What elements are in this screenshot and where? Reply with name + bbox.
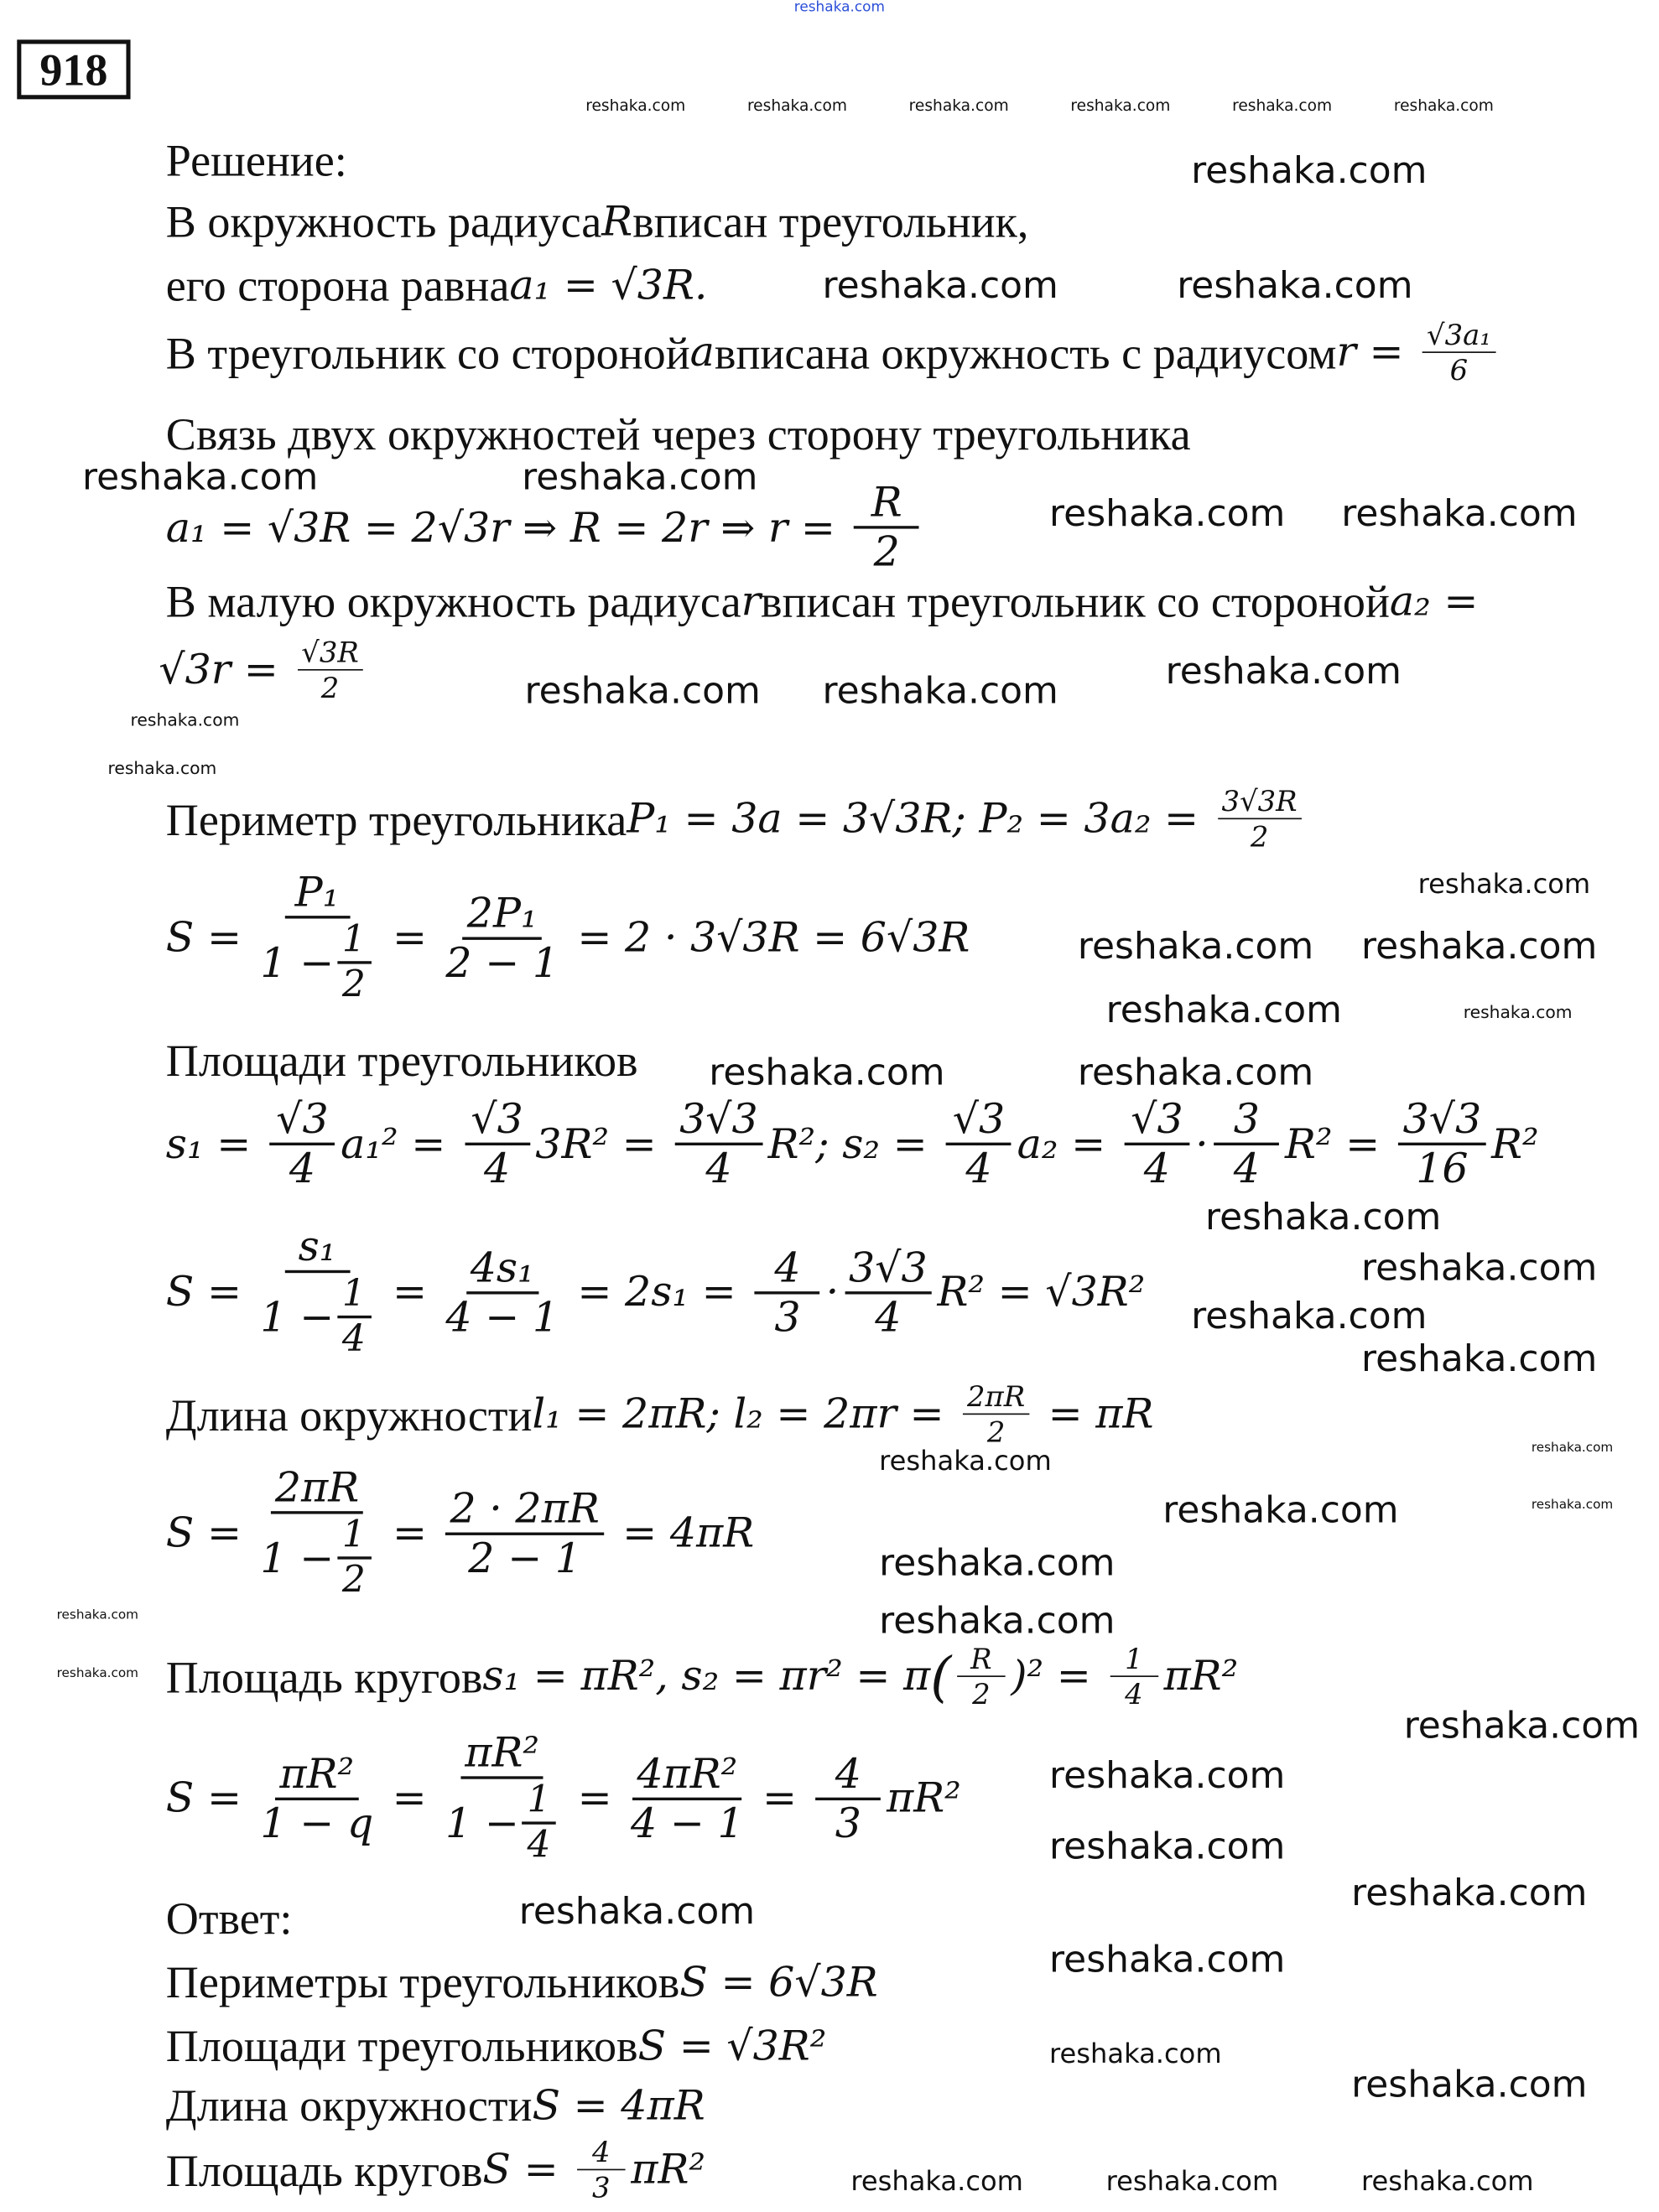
math: ( [930, 1644, 952, 1708]
watermark: reshaka.com [1049, 1939, 1286, 1982]
fraction [577, 2135, 625, 2204]
fraction [755, 1242, 820, 1341]
line-10 [165, 1035, 638, 1086]
numerator: 4 [577, 2137, 625, 2170]
math: S = √3R² [637, 2020, 827, 2069]
line-4 [165, 408, 1191, 460]
denominator [445, 1778, 559, 1867]
watermark: reshaka.com [1105, 2166, 1279, 2198]
fraction [445, 1242, 559, 1341]
watermark: reshaka.com [1191, 150, 1428, 193]
denominator: 4 [965, 1144, 992, 1192]
fraction [270, 1094, 335, 1192]
numerator: √3 [465, 1098, 530, 1145]
line-3 [165, 317, 1501, 387]
text: Периметры треугольников [165, 1956, 680, 2007]
math: a₁ = √3R. [509, 260, 708, 309]
text: вписан треугольник, [632, 195, 1029, 247]
watermark: reshaka.com [1417, 869, 1591, 901]
numerator: 4 [815, 1752, 881, 1799]
watermark: reshaka.com [879, 1600, 1116, 1643]
watermark: reshaka.com [522, 456, 758, 500]
math: R² [1491, 1119, 1539, 1168]
math: R² = √3R² [937, 1267, 1146, 1316]
math: 1 − [260, 1533, 335, 1581]
watermark: reshaka.com [1049, 493, 1286, 537]
fraction [337, 1273, 372, 1361]
answer-2 [165, 2020, 827, 2071]
math: s₁ = πR², s₂ = πr² = π [482, 1651, 931, 1701]
numerator: 4πR² [632, 1752, 741, 1799]
watermark: reshaka.com [1162, 1489, 1399, 1533]
math: = 4πR [609, 1508, 755, 1557]
denominator [260, 918, 373, 1007]
text: Решение: [165, 134, 347, 186]
denominator: 2 [873, 527, 900, 576]
watermark: reshaka.com [850, 2166, 1023, 2198]
fraction [1125, 1094, 1190, 1192]
watermark: reshaka.com [1049, 2038, 1222, 2070]
math: a₂ = [1017, 1119, 1119, 1168]
text: Площади треугольников [165, 1035, 638, 1086]
line-14 [165, 1462, 755, 1602]
denominator [260, 1273, 373, 1361]
watermark: reshaka.com [82, 456, 319, 500]
math: = [749, 1773, 810, 1822]
math: √3r = [159, 645, 292, 693]
math: πR² [631, 2144, 706, 2194]
text: В малую окружность радиуса [165, 575, 741, 627]
math: R²; s₂ = [767, 1119, 941, 1168]
numerator: 2 · 2πR [445, 1488, 603, 1534]
line-8 [165, 783, 1308, 854]
solution-label [165, 134, 347, 186]
watermark: reshaka.com [107, 758, 217, 779]
fraction [337, 918, 372, 1007]
text: его сторона равна [165, 259, 510, 311]
denominator: 2 [341, 963, 366, 1007]
watermark: reshaka.com [1077, 1051, 1314, 1095]
fraction [957, 1641, 1005, 1711]
watermark: reshaka.com [793, 0, 885, 16]
text: В треугольник со стороной [165, 326, 690, 378]
math: = 2s₁ = [564, 1267, 750, 1316]
text: Длина окружности [165, 2080, 533, 2131]
numerator: 1 [337, 1517, 372, 1560]
math: = πR [1035, 1389, 1154, 1438]
numerator: 3√3R [1217, 787, 1301, 819]
denominator: 3 [591, 2170, 611, 2204]
line-2 [165, 259, 708, 311]
numerator: √3a₁ [1422, 320, 1495, 353]
numerator: √3R [297, 638, 363, 671]
answer-4 [165, 2135, 706, 2204]
numerator: s₁ [284, 1226, 350, 1273]
math: = 2 · 3√3R = 6√3R [564, 912, 970, 962]
watermark: reshaka.com [1341, 493, 1578, 537]
answer-label [165, 1892, 293, 1944]
line-9 [165, 867, 970, 1007]
math: S = 4πR [532, 2080, 705, 2129]
numerator: πR² [460, 1732, 543, 1779]
math: S = [165, 1508, 255, 1557]
numerator: √3 [270, 1098, 335, 1145]
watermark: reshaka.com [1360, 2166, 1534, 2198]
math: a₂ = [1389, 576, 1479, 625]
denominator: 2 − 1 [468, 1533, 581, 1581]
denominator: 3 [835, 1798, 861, 1847]
watermark: reshaka.com [585, 96, 686, 115]
math: = [378, 1773, 440, 1822]
numerator: 3√3 [675, 1098, 762, 1145]
fraction [1217, 783, 1301, 854]
math: R² = [1284, 1119, 1393, 1168]
fraction [631, 1748, 744, 1847]
fraction [1110, 1641, 1157, 1711]
numerator: R [854, 482, 919, 529]
watermark: reshaka.com [1105, 989, 1342, 1032]
text: Периметр треугольника [165, 792, 627, 844]
line-16 [165, 1727, 961, 1867]
denominator: 6 [1449, 352, 1469, 387]
numerator: 1 [337, 1276, 372, 1319]
answer-1 [165, 1956, 878, 2007]
numerator: P₁ [284, 872, 350, 919]
denominator: 4 − 1 [445, 1291, 559, 1341]
numerator: √3 [1125, 1098, 1190, 1145]
watermark: reshaka.com [1232, 96, 1333, 115]
watermark: reshaka.com [130, 709, 240, 730]
fraction [445, 1483, 603, 1581]
answer-3 [165, 2080, 705, 2131]
fraction [522, 1778, 556, 1867]
line-13 [165, 1379, 1154, 1449]
math: )² [1011, 1651, 1044, 1701]
watermark: reshaka.com [56, 1667, 139, 1682]
watermark: reshaka.com [1351, 2064, 1588, 2107]
denominator: 4 [1125, 1676, 1143, 1711]
denominator: 16 [1416, 1144, 1469, 1192]
math: · [1195, 1119, 1209, 1168]
numerator: 2πR [271, 1467, 363, 1514]
math: = [1043, 1651, 1105, 1701]
denominator: 2 [986, 1415, 1006, 1449]
fraction [260, 867, 373, 1007]
denominator: 2 − 1 [445, 937, 559, 986]
watermark: reshaka.com [1077, 925, 1314, 968]
fraction [260, 1222, 373, 1361]
fraction [297, 635, 363, 705]
denominator: 2 [972, 1676, 991, 1711]
watermark: reshaka.com [1463, 1002, 1573, 1022]
math: r [741, 576, 762, 625]
math: 3R² = [535, 1119, 670, 1168]
math: a [689, 327, 715, 376]
numerator: R [957, 1644, 1005, 1677]
math: πR² [1163, 1651, 1239, 1701]
denominator [260, 1514, 373, 1602]
watermark: reshaka.com [908, 96, 1009, 115]
line-11 [165, 1094, 1539, 1192]
watermark: reshaka.com [822, 670, 1058, 714]
denominator: 2 [320, 670, 340, 705]
numerator: 1 [337, 922, 372, 964]
fraction [1422, 317, 1495, 387]
watermark: reshaka.com [1191, 1296, 1428, 1338]
math: = [379, 1267, 440, 1316]
math: = [379, 1508, 440, 1557]
watermark: reshaka.com [1177, 265, 1413, 308]
line-15 [165, 1641, 1239, 1711]
text: Связь двух окружностей через сторону треугольника [165, 408, 1191, 460]
watermark: reshaka.com [1070, 96, 1171, 115]
denominator: 4 [1233, 1144, 1260, 1192]
math: πR² [886, 1773, 961, 1822]
watermark: reshaka.com [1049, 1754, 1286, 1798]
fraction [675, 1094, 762, 1192]
numerator: 3 [1214, 1098, 1279, 1145]
text: В окружность радиуса [165, 195, 602, 247]
math: R [601, 196, 633, 245]
watermark: reshaka.com [879, 1446, 1052, 1477]
watermark: reshaka.com [822, 265, 1058, 308]
text: Длина окружности [165, 1388, 533, 1440]
text: Ответ: [165, 1892, 293, 1944]
watermark: reshaka.com [1165, 650, 1402, 693]
watermark: reshaka.com [1393, 96, 1494, 115]
watermark: reshaka.com [746, 96, 847, 115]
fraction [815, 1748, 881, 1847]
watermark: reshaka.com [1205, 1196, 1442, 1239]
fraction [845, 1242, 932, 1341]
fraction [1214, 1094, 1279, 1192]
fraction [1399, 1094, 1486, 1192]
numerator: 3√3 [845, 1247, 932, 1294]
line-1 [165, 195, 1029, 247]
fraction [854, 477, 919, 576]
numerator: 2P₁ [463, 892, 542, 939]
fraction [260, 1748, 374, 1847]
math: P₁ = 3a = 3√3R; P₂ = 3a₂ = [627, 793, 1212, 843]
watermark: reshaka.com [518, 1891, 756, 1934]
fraction [445, 1727, 559, 1867]
watermark: reshaka.com [1360, 925, 1598, 968]
watermark: reshaka.com [1531, 1498, 1614, 1513]
watermark: reshaka.com [1360, 1247, 1598, 1290]
numerator: 1 [522, 1782, 556, 1825]
fraction [963, 1379, 1029, 1449]
math: a₁ = √3R = 2√3r ⇒ R = 2r ⇒ r = [165, 502, 849, 551]
text: вписан треугольник со стороной [761, 575, 1390, 627]
math: 1 − [445, 1798, 519, 1847]
math: · [825, 1267, 840, 1316]
denominator: 1 − q [260, 1798, 374, 1847]
text: вписана окружность с радиусом [714, 326, 1337, 378]
denominator: 3 [774, 1291, 801, 1341]
watermark: reshaka.com [1531, 1441, 1614, 1456]
fraction [465, 1094, 530, 1192]
numerator: 2πR [963, 1382, 1029, 1415]
numerator: 4s₁ [466, 1247, 538, 1294]
math: s₁ = [165, 1119, 264, 1168]
watermark: reshaka.com [709, 1051, 945, 1095]
math: 1 − [260, 937, 335, 986]
line-6 [165, 575, 1479, 627]
denominator: 4 − 1 [631, 1798, 744, 1847]
math: S = 6√3R [679, 1956, 878, 2006]
text: Площадь кругов [165, 2144, 483, 2195]
watermark: reshaka.com [1403, 1705, 1641, 1748]
fraction [260, 1462, 373, 1602]
watermark: reshaka.com [1360, 1337, 1598, 1381]
denominator: 4 [289, 1144, 316, 1192]
text: Площадь кругов [165, 1650, 483, 1702]
denominator: 4 [705, 1144, 732, 1192]
math: S = [165, 912, 255, 962]
text: Площади треугольников [165, 2020, 638, 2071]
denominator: 2 [1250, 819, 1269, 854]
watermark: reshaka.com [1351, 1872, 1588, 1916]
denominator: 4 [341, 1318, 366, 1361]
denominator: 4 [875, 1291, 902, 1341]
math: S = [165, 1773, 255, 1822]
problem-number: 918 [17, 39, 130, 99]
line-7 [159, 635, 368, 705]
math: 1 − [260, 1291, 335, 1341]
line-12 [165, 1222, 1146, 1361]
denominator: 4 [483, 1144, 511, 1192]
denominator: 2 [341, 1559, 366, 1602]
numerator: 3√3 [1399, 1098, 1486, 1145]
math: = [379, 912, 440, 962]
math: r = [1336, 327, 1417, 376]
math: a₁² = [341, 1119, 459, 1168]
fraction [946, 1094, 1012, 1192]
numerator: √3 [946, 1098, 1012, 1145]
watermark: reshaka.com [56, 1608, 139, 1623]
watermark: reshaka.com [524, 670, 761, 714]
math: l₁ = 2πR; l₂ = 2πr = [532, 1389, 958, 1438]
watermark: reshaka.com [1049, 1825, 1286, 1869]
watermark: reshaka.com [879, 1542, 1116, 1586]
denominator: 4 [1143, 1144, 1171, 1192]
math: S = [165, 1267, 255, 1316]
denominator: 4 [527, 1824, 551, 1867]
numerator: πR² [275, 1752, 358, 1799]
numerator: 1 [1110, 1644, 1157, 1677]
fraction [445, 888, 559, 986]
numerator: 4 [755, 1247, 820, 1294]
math: = [564, 1773, 626, 1822]
math: S = [482, 2144, 572, 2194]
fraction [337, 1514, 372, 1602]
